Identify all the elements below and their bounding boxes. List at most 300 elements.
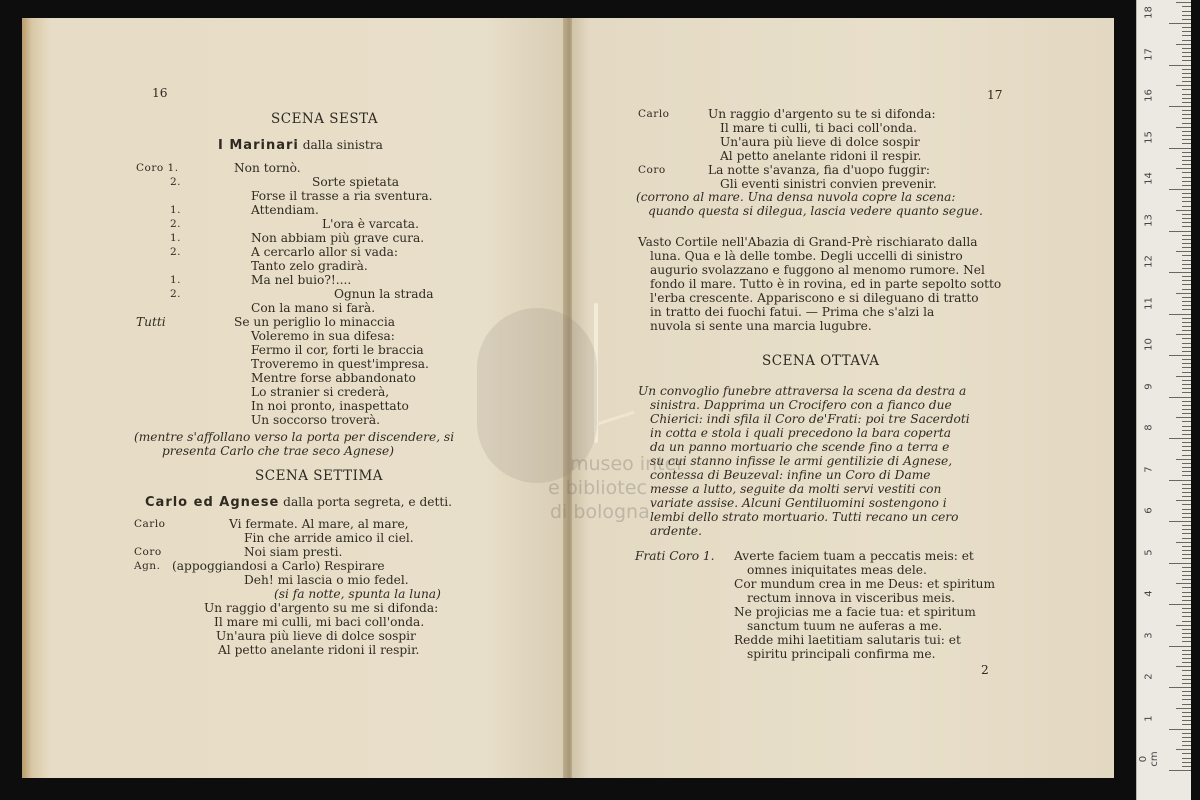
ruler-tick: [1182, 94, 1191, 95]
procession-line: in cotta e stola i quali precedono la bara coperta: [650, 426, 952, 440]
speaker-label: 1.: [170, 274, 182, 286]
ruler-tick: [1182, 596, 1191, 597]
page-number-right: 17: [987, 88, 1003, 102]
ruler-tick: [1176, 168, 1191, 169]
ruler-tick: [1169, 272, 1191, 273]
scene7-heading: [145, 495, 452, 510]
scene6-heading: [218, 138, 383, 153]
ruler-tick: [1169, 355, 1191, 356]
speaker-label: Coro: [638, 164, 666, 176]
ruler-tick: [1182, 359, 1191, 360]
ruler-tick: [1182, 280, 1191, 281]
ruler-label: 3: [1143, 631, 1155, 639]
description-line: luna. Qua e là delle tombe. Degli uccelli di sinistro: [650, 249, 963, 263]
ruler-tick: [1182, 164, 1191, 165]
ruler-tick: [1182, 56, 1191, 57]
ruler-tick: [1176, 127, 1191, 128]
ruler-tick: [1182, 197, 1191, 198]
latin-line: spiritu principali confirma me.: [747, 647, 936, 661]
stage-direction-1a: (mentre s'affollano verso la porta per discendere, si: [134, 430, 455, 444]
ruler-tick: [1182, 60, 1191, 61]
ruler-tick: [1176, 625, 1191, 626]
ruler-tick: [1182, 384, 1191, 385]
ruler-tick: [1182, 260, 1191, 261]
ruler-tick: [1182, 276, 1191, 277]
ruler-tick: [1182, 69, 1191, 70]
ruler-label: 6: [1143, 507, 1155, 514]
scene-title-settima: SCENA SETTIMA: [255, 468, 384, 484]
ruler-tick: [1182, 255, 1191, 256]
ruler-tick: [1182, 27, 1191, 28]
latin-line: Redde mihi laetitiam salutaris tui: et: [734, 633, 961, 647]
measuring-ruler: [1136, 0, 1191, 800]
latin-line: Averte faciem tuam a peccatis meis: et: [734, 549, 974, 563]
ruler-tick: [1182, 206, 1191, 207]
ruler-tick: [1176, 666, 1191, 667]
verse-line: Il mare ti culli, ti baci coll'onda.: [720, 121, 917, 135]
ruler-tick: [1182, 289, 1191, 290]
ruler-tick: [1182, 658, 1191, 659]
ruler-tick: [1182, 131, 1191, 132]
verse-line: Ma nel buio?!....: [251, 273, 352, 287]
ruler-tick: [1182, 160, 1191, 161]
ruler-tick: [1182, 152, 1191, 153]
ruler-tick: [1176, 749, 1191, 750]
procession-line: Un convoglio funebre attraversa la scena da destra a: [638, 384, 967, 398]
procession-line: lembi dello strato mortuario. Tutti recano un cero: [650, 510, 959, 524]
verse-line: Tanto zelo gradirà.: [251, 259, 368, 273]
ruler-tick: [1182, 571, 1191, 572]
ruler-tick: [1182, 745, 1191, 746]
ruler-tick: [1182, 226, 1191, 227]
speaker-label: 1.: [170, 232, 182, 244]
ruler-tick: [1182, 413, 1191, 414]
verse-line: In noi pronto, inaspettato: [251, 399, 409, 413]
ruler-tick: [1176, 459, 1191, 460]
ruler-tick: [1182, 123, 1191, 124]
ruler-tick: [1182, 496, 1191, 497]
ruler-tick: [1169, 604, 1191, 605]
latin-line: sanctum tuum ne auferas a me.: [747, 619, 943, 633]
ruler-tick: [1169, 646, 1191, 647]
ruler-tick: [1182, 455, 1191, 456]
ruler-tick: [1182, 633, 1191, 634]
ruler-tick: [1182, 712, 1191, 713]
ruler-tick: [1182, 268, 1191, 269]
ruler-tick: [1182, 509, 1191, 510]
procession-line: da un panno mortuario che scende fino a terra e: [650, 440, 950, 454]
ruler-tick: [1182, 492, 1191, 493]
verse-line: Con la mano si farà.: [251, 301, 376, 315]
ruler-tick: [1182, 6, 1191, 7]
ruler-tick: [1182, 40, 1191, 41]
ruler-tick: [1182, 405, 1191, 406]
verse-line: Gli eventi sinistri convien prevenir.: [720, 177, 937, 191]
description-line: augurio svolazzano e fuggono al menomo rumore. Nel: [650, 263, 985, 277]
ruler-tick: [1182, 409, 1191, 410]
ruler-tick: [1182, 243, 1191, 244]
verse-line: Non tornò.: [234, 161, 301, 175]
procession-line: Chierici: indi sfila il Coro de'Frati: poi tre Sacerdoti: [650, 412, 970, 426]
ruler-tick: [1182, 575, 1191, 576]
ruler-tick: [1182, 102, 1191, 103]
ruler-tick: [1182, 724, 1191, 725]
procession-line: variate assise. Alcuni Gentiluomini sostengono i: [650, 496, 947, 510]
ruler-tick: [1182, 525, 1191, 526]
ruler-label: 18: [1143, 6, 1155, 19]
ruler-tick: [1182, 488, 1191, 489]
verse-line: Noi siam presti.: [244, 545, 343, 559]
ruler-tick: [1176, 2, 1191, 3]
verse-line: Un'aura più lieve di dolce sospir: [216, 629, 416, 643]
ruler-tick: [1182, 388, 1191, 389]
ruler-label: 0 cm: [1138, 751, 1160, 767]
verse-line: Un raggio d'argento su me si difonda:: [204, 601, 439, 615]
ruler-tick: [1182, 737, 1191, 738]
ruler-tick: [1182, 218, 1191, 219]
ruler-tick: [1182, 471, 1191, 472]
signature-mark: 2: [981, 663, 989, 677]
ruler-tick: [1182, 77, 1191, 78]
description-line: l'erba crescente. Appariscono e si dileguano di tratto: [650, 291, 979, 305]
ruler-tick: [1182, 654, 1191, 655]
ruler-tick: [1182, 143, 1191, 144]
ruler-tick: [1182, 52, 1191, 53]
ruler-tick: [1169, 106, 1191, 107]
ruler-tick: [1182, 81, 1191, 82]
ruler-tick: [1182, 558, 1191, 559]
watermark-line-1: museo inter: [570, 453, 685, 475]
ruler-tick: [1182, 110, 1191, 111]
ruler-tick: [1182, 330, 1191, 331]
verse-line: Attendiam.: [251, 203, 319, 217]
verse-line: Mentre forse abbandonato: [251, 371, 416, 385]
ruler-tick: [1182, 284, 1191, 285]
ruler-tick: [1182, 446, 1191, 447]
ruler-tick: [1169, 687, 1191, 688]
ruler-tick: [1182, 309, 1191, 310]
ruler-tick: [1169, 563, 1191, 564]
scene6-heading-rest: dalla sinistra: [302, 138, 383, 152]
ruler-tick: [1182, 363, 1191, 364]
speaker-label: 2.: [170, 218, 182, 230]
ruler-tick: [1182, 753, 1191, 754]
ruler-tick: [1176, 334, 1191, 335]
ruler-tick: [1182, 35, 1191, 36]
ruler-tick: [1182, 185, 1191, 186]
ruler-tick: [1182, 538, 1191, 539]
ruler-tick: [1182, 367, 1191, 368]
ruler-tick: [1169, 314, 1191, 315]
right-page: [572, 18, 1114, 778]
procession-line: messe a lutto, seguite da molti servi vestiti con: [650, 482, 942, 496]
verse-line: Troveremo in quest'impresa.: [251, 357, 429, 371]
speaker-label: 2.: [170, 288, 182, 300]
ruler-tick: [1176, 85, 1191, 86]
ruler-tick: [1182, 326, 1191, 327]
ruler-tick: [1176, 293, 1191, 294]
ruler-tick: [1182, 114, 1191, 115]
ruler-tick: [1182, 193, 1191, 194]
page-number-left: 16: [152, 86, 168, 100]
ruler-tick: [1182, 347, 1191, 348]
ruler-tick: [1182, 608, 1191, 609]
ruler-tick: [1182, 264, 1191, 265]
verse-line: Un raggio d'argento su te si difonda:: [708, 107, 936, 121]
ruler-tick: [1182, 612, 1191, 613]
ruler-tick: [1182, 450, 1191, 451]
ruler-tick: [1182, 392, 1191, 393]
ruler-tick: [1182, 19, 1191, 20]
speaker-label: Carlo: [638, 108, 670, 120]
ruler-tick: [1182, 305, 1191, 306]
verse-line: Voleremo in sua difesa:: [251, 329, 395, 343]
ruler-label: 11: [1143, 296, 1155, 310]
verse-line: Sorte spietata: [312, 175, 399, 189]
ruler-label: 7: [1143, 465, 1155, 473]
latin-line: Cor mundum crea in me Deus: et spiritum: [734, 577, 996, 591]
ruler-tick: [1182, 621, 1191, 622]
verse-line: Fermo il cor, forti le braccia: [251, 343, 424, 357]
speaker-label: Tutti: [136, 315, 166, 329]
speaker-label: Carlo: [134, 518, 166, 530]
ruler-tick: [1182, 579, 1191, 580]
open-booklet: [22, 18, 1114, 778]
verse-line: (si fa notte, spunta la luna): [274, 587, 441, 601]
stage-direction-2b: quando questa si dilegua, lascia vedere quanto segue.: [648, 204, 983, 218]
description-line: in tratto dei fuochi fatui. — Prima che s'alzi la: [650, 305, 935, 319]
verse-line: L'ora è varcata.: [322, 217, 419, 231]
ruler-tick: [1182, 699, 1191, 700]
description-line: nuvola si sente una marcia lugubre.: [650, 319, 872, 333]
ruler-tick: [1176, 500, 1191, 501]
ruler-tick: [1169, 397, 1191, 398]
ruler-label: 1: [1143, 714, 1155, 722]
ruler-tick: [1176, 542, 1191, 543]
ruler-tick: [1169, 770, 1191, 771]
verse-line: Al petto anelante ridoni il respir.: [720, 149, 922, 163]
ruler-tick: [1182, 641, 1191, 642]
ruler-tick: [1182, 691, 1191, 692]
verse-line: (appoggiandosi a Carlo) Respirare: [172, 559, 385, 573]
ruler-label: 9: [1143, 382, 1155, 390]
scene7-heading-bold: Carlo ed Agnese: [145, 495, 280, 510]
ruler-tick: [1182, 766, 1191, 767]
ruler-label: 5: [1143, 548, 1155, 556]
ruler-tick: [1182, 733, 1191, 734]
speaker-label: Agn.: [134, 560, 161, 572]
ruler-label: 4: [1143, 590, 1155, 597]
scene-title-sesta: SCENA SESTA: [271, 111, 379, 127]
ruler-tick: [1182, 401, 1191, 402]
speaker-label: 2.: [170, 176, 182, 188]
verse-line: Vi fermate. Al mare, al mare,: [229, 517, 409, 531]
procession-line: contessa di Beuzeval: infine un Coro di Dame: [650, 468, 931, 482]
verse-line: Il mare mi culli, mi baci coll'onda.: [214, 615, 425, 629]
ruler-tick: [1182, 421, 1191, 422]
latin-line: Ne projicias me a facie tua: et spiritum: [734, 605, 976, 619]
latin-line: omnes iniquitates meas dele.: [747, 563, 927, 577]
ruler-tick: [1182, 741, 1191, 742]
scene7-heading-rest: dalla porta segreta, e detti.: [283, 495, 453, 509]
ruler-tick: [1182, 89, 1191, 90]
ruler-tick: [1182, 720, 1191, 721]
ruler-tick: [1182, 629, 1191, 630]
ruler-tick: [1169, 231, 1191, 232]
ruler-tick: [1182, 434, 1191, 435]
ruler-tick: [1182, 533, 1191, 534]
ruler-tick: [1182, 222, 1191, 223]
ruler-tick: [1182, 98, 1191, 99]
ruler-tick: [1182, 239, 1191, 240]
ruler-tick: [1182, 343, 1191, 344]
speaker-label: Coro 1.: [136, 162, 179, 174]
verse-line: Ognun la strada: [334, 287, 434, 301]
ruler-tick: [1182, 372, 1191, 373]
ruler-tick: [1182, 637, 1191, 638]
procession-line: sinistra. Dapprima un Crocifero con a fianco due: [650, 398, 952, 412]
ruler-tick: [1169, 23, 1191, 24]
verse-line: Forse il trasse a ria sventura.: [251, 189, 433, 203]
ruler-tick: [1182, 704, 1191, 705]
ruler-tick: [1169, 480, 1191, 481]
ruler-tick: [1182, 318, 1191, 319]
ruler-tick: [1182, 529, 1191, 530]
verse-line: La notte s'avanza, fia d'uopo fuggir:: [708, 163, 931, 177]
ruler-tick: [1182, 662, 1191, 663]
ruler-tick: [1182, 758, 1191, 759]
procession-line: su cui stanno infisse le armi gentilizie di Agnese,: [650, 454, 953, 468]
description-line: Vasto Cortile nell'Abazia di Grand-Prè rischiarato dalla: [638, 235, 978, 249]
verse-line: Un'aura più lieve di dolce sospir: [720, 135, 920, 149]
ruler-tick: [1182, 177, 1191, 178]
ruler-tick: [1182, 600, 1191, 601]
scene6-heading-bold: I Marinari: [218, 138, 299, 153]
ruler-label: 13: [1143, 213, 1155, 227]
ruler-tick: [1182, 467, 1191, 468]
verse-line: Al petto anelante ridoni il respir.: [218, 643, 420, 657]
ruler-tick: [1182, 214, 1191, 215]
stage-direction-2a: (corrono al mare. Una densa nuvola copre la scena:: [636, 190, 956, 204]
ruler-tick: [1176, 44, 1191, 45]
stage-direction-1b: presenta Carlo che trae seco Agnese): [162, 444, 394, 458]
ruler-tick: [1169, 189, 1191, 190]
verse-line: Un soccorso troverà.: [251, 413, 380, 427]
verse-line: Lo stranier si crederà,: [251, 385, 390, 399]
ruler-tick: [1182, 156, 1191, 157]
speaker-label: 2.: [170, 246, 182, 258]
watermark-line-3: di bologna: [550, 501, 650, 523]
latin-line: rectum innova in visceribus meis.: [747, 591, 955, 605]
ruler-tick: [1169, 65, 1191, 66]
ruler-tick: [1182, 201, 1191, 202]
ruler-tick: [1182, 587, 1191, 588]
ruler-tick: [1182, 716, 1191, 717]
ruler-tick: [1182, 338, 1191, 339]
ruler-tick: [1182, 517, 1191, 518]
ruler-tick: [1182, 322, 1191, 323]
ruler-tick: [1176, 376, 1191, 377]
ruler-tick: [1182, 554, 1191, 555]
ruler-tick: [1182, 513, 1191, 514]
ruler-label: 14: [1143, 172, 1155, 185]
ruler-tick: [1182, 762, 1191, 763]
ruler-label: 8: [1143, 424, 1155, 431]
ruler-tick: [1182, 567, 1191, 568]
ruler-tick: [1182, 463, 1191, 464]
ruler-tick: [1182, 675, 1191, 676]
scene-title-ottava: SCENA OTTAVA: [762, 353, 880, 369]
ruler-tick: [1182, 11, 1191, 12]
ruler-tick: [1182, 650, 1191, 651]
ruler-tick: [1182, 546, 1191, 547]
ruler-tick: [1182, 118, 1191, 119]
ruler-tick: [1182, 181, 1191, 182]
ruler-tick: [1182, 475, 1191, 476]
ruler-tick: [1182, 504, 1191, 505]
ruler-tick: [1182, 616, 1191, 617]
ruler-tick: [1182, 380, 1191, 381]
ruler-tick: [1182, 426, 1191, 427]
ruler-label: 16: [1143, 89, 1155, 102]
ruler-tick: [1182, 430, 1191, 431]
ruler-tick: [1182, 550, 1191, 551]
ruler-tick: [1182, 31, 1191, 32]
ruler-tick: [1176, 251, 1191, 252]
ruler-tick: [1169, 729, 1191, 730]
ruler-tick: [1182, 351, 1191, 352]
ruler-tick: [1169, 148, 1191, 149]
ruler-tick: [1182, 139, 1191, 140]
verse-line: Fin che arride amico il ciel.: [244, 531, 414, 545]
ruler-label: 12: [1143, 255, 1155, 268]
verse-line: Se un periglio lo minaccia: [234, 315, 396, 329]
ruler-tick: [1182, 484, 1191, 485]
ruler-tick: [1182, 48, 1191, 49]
ruler-label: 2: [1143, 673, 1155, 680]
speaker-label: Coro: [134, 546, 162, 558]
ruler-tick: [1182, 172, 1191, 173]
ruler-tick: [1182, 247, 1191, 248]
ruler-tick: [1182, 235, 1191, 236]
ruler-tick: [1182, 73, 1191, 74]
ruler-tick: [1182, 683, 1191, 684]
ruler-tick: [1182, 679, 1191, 680]
ruler-tick: [1182, 592, 1191, 593]
ruler-tick: [1176, 210, 1191, 211]
ruler-tick: [1182, 670, 1191, 671]
ruler-tick: [1176, 583, 1191, 584]
ruler-tick: [1182, 297, 1191, 298]
ruler-tick: [1182, 695, 1191, 696]
ruler-tick: [1182, 15, 1191, 16]
latin-speaker: Frati Coro 1.: [635, 549, 715, 563]
ruler-tick: [1182, 135, 1191, 136]
description-line: fondo il mare. Tutto è in rovina, ed in parte sepolto sotto: [650, 277, 1002, 291]
verse-line: Non abbiam più grave cura.: [251, 231, 425, 245]
verse-line: A cercarlo allor si vada:: [251, 245, 399, 259]
ruler-tick: [1176, 417, 1191, 418]
watermark-line-2: e bibliotec: [548, 477, 647, 499]
ruler-tick: [1169, 438, 1191, 439]
speaker-label: 1.: [170, 204, 182, 216]
ruler-label: 10: [1143, 338, 1155, 351]
ruler-tick: [1182, 301, 1191, 302]
ruler-tick: [1169, 521, 1191, 522]
ruler-label: 17: [1143, 47, 1155, 61]
verse-line: Deh! mi lascia o mio fedel.: [244, 573, 409, 587]
ruler-tick: [1176, 708, 1191, 709]
